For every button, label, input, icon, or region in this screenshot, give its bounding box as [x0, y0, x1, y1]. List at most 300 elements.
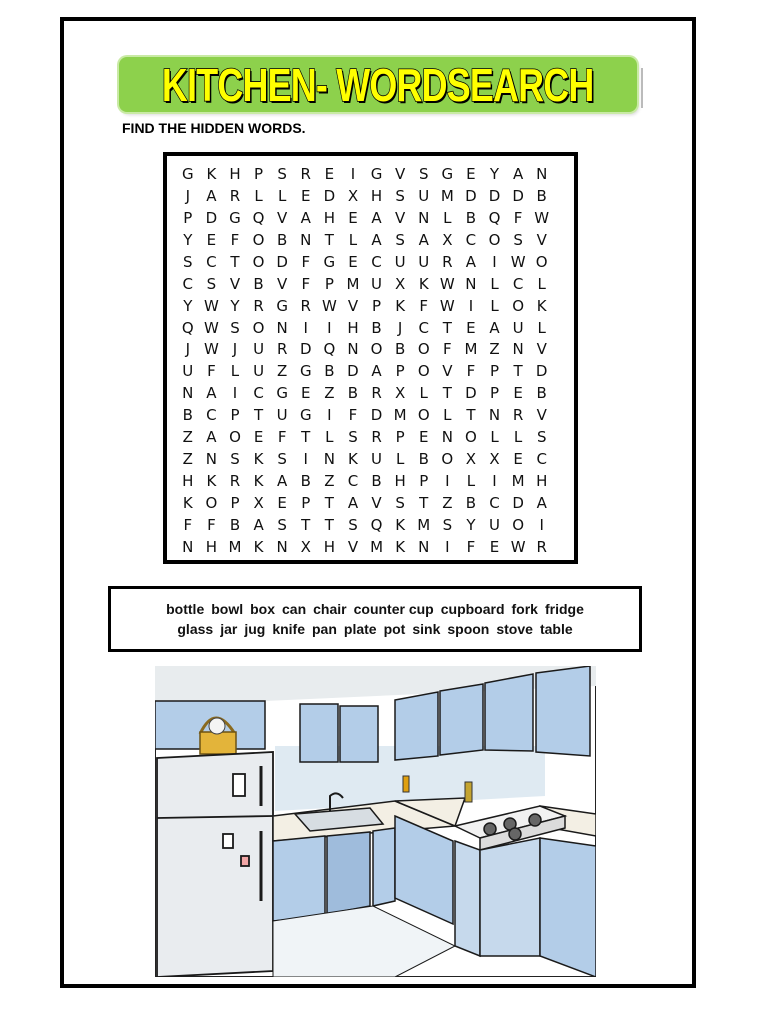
- grid-letter: I: [445, 472, 450, 491]
- grid-letter: X: [442, 230, 453, 249]
- grid-letter: X: [395, 274, 406, 293]
- grid-letter: N: [441, 428, 453, 447]
- grid-letter: A: [206, 384, 217, 403]
- grid-letter: D: [488, 186, 501, 205]
- grid-letter: F: [301, 252, 311, 271]
- grid-letter: D: [512, 494, 524, 513]
- grid-letter: S: [183, 252, 193, 271]
- grid-letter: N: [182, 384, 194, 403]
- grid-letter: F: [207, 362, 216, 381]
- grid-letter: G: [370, 164, 383, 183]
- grid-letter: L: [490, 296, 499, 315]
- grid-letter: P: [254, 164, 264, 183]
- grid-letter: B: [347, 384, 359, 403]
- grid-letter: B: [536, 186, 547, 205]
- grid-letter: I: [539, 515, 544, 534]
- grid-letter: D: [512, 186, 524, 205]
- grid-letter: T: [301, 428, 311, 447]
- grid-letter: O: [417, 340, 430, 359]
- grid-letter: C: [536, 450, 547, 469]
- grid-letter: E: [348, 208, 358, 227]
- grid-letter: O: [252, 318, 265, 337]
- grid-letter: R: [229, 186, 241, 205]
- grid-letter: J: [397, 318, 403, 337]
- grid-letter: W: [510, 252, 526, 271]
- grid-letter: S: [536, 428, 547, 447]
- grid-letter: A: [206, 186, 217, 205]
- grid-letter: E: [324, 164, 335, 183]
- page-title: KITCHEN- WORDSEARCH: [162, 58, 594, 111]
- grid-letter: W: [510, 537, 526, 556]
- grid-letter: U: [512, 318, 524, 337]
- grid-letter: F: [443, 340, 452, 359]
- grid-letter: O: [417, 406, 430, 425]
- grid-letter: D: [370, 406, 383, 425]
- grid-letter: E: [513, 384, 523, 403]
- grid-letter: S: [277, 164, 287, 183]
- grid-letter: Y: [466, 515, 476, 534]
- grid-letter: L: [490, 428, 499, 447]
- grid-letter: Z: [182, 450, 193, 469]
- grid-letter: M: [393, 406, 407, 425]
- grid-letter: G: [299, 406, 312, 425]
- word-list-item: cupboard: [440, 601, 505, 617]
- word-list-item: chair: [313, 601, 347, 617]
- grid-letter: N: [465, 274, 477, 293]
- grid-letter: T: [466, 406, 476, 425]
- grid-letter: F: [183, 515, 193, 534]
- refrigerator: [157, 752, 273, 977]
- grid-letter: O: [229, 428, 241, 447]
- grid-letter: N: [347, 340, 359, 359]
- grid-letter: H: [370, 186, 383, 205]
- grid-letter: N: [536, 164, 548, 183]
- grid-letter: B: [277, 230, 288, 249]
- grid-letter: V: [347, 296, 359, 315]
- grid-letter: V: [442, 362, 453, 381]
- grid-letter: T: [230, 252, 240, 271]
- grid-letter: M: [417, 515, 431, 534]
- grid-letter: C: [182, 274, 194, 293]
- grid-letter: M: [440, 186, 454, 205]
- grid-letter: P: [419, 472, 429, 491]
- grid-letter: W: [534, 208, 550, 227]
- grid-letter: N: [418, 208, 430, 227]
- word-list-item: jar: [220, 621, 238, 637]
- grid-letter: D: [535, 362, 548, 381]
- grid-letter: Y: [183, 296, 193, 315]
- grid-letter: X: [465, 450, 477, 469]
- grid-letter: M: [346, 274, 360, 293]
- grid-letter: C: [512, 274, 524, 293]
- word-list-item: fridge: [544, 601, 584, 617]
- grid-letter: K: [395, 515, 406, 534]
- grid-letter: Z: [324, 384, 335, 403]
- grid-letter: T: [442, 318, 452, 337]
- grid-letter: L: [277, 186, 287, 205]
- grid-letter: T: [324, 230, 334, 249]
- grid-letter: X: [300, 537, 311, 556]
- grid-letter: P: [372, 296, 382, 315]
- grid-letter: N: [300, 230, 312, 249]
- grid-letter: O: [488, 230, 501, 249]
- grid-letter: B: [253, 274, 264, 293]
- grid-letter: H: [536, 472, 548, 491]
- grid-letter: S: [277, 450, 287, 469]
- grid-letter: V: [277, 208, 288, 227]
- grid-letter: K: [348, 450, 358, 469]
- grid-letter: B: [371, 318, 382, 337]
- grid-letter: H: [347, 318, 359, 337]
- grid-letter: I: [445, 537, 450, 556]
- grid-letter: S: [206, 274, 217, 293]
- grid-letter: T: [442, 384, 452, 403]
- grid-letter: E: [348, 252, 358, 271]
- grid-letter: U: [418, 186, 430, 205]
- grid-letter: D: [465, 186, 477, 205]
- grid-letter: M: [228, 537, 242, 556]
- grid-letter: O: [465, 428, 477, 447]
- grid-letter: L: [419, 384, 428, 403]
- grid-letter: A: [465, 252, 477, 271]
- grid-letter: C: [371, 252, 382, 271]
- grid-letter: T: [324, 515, 334, 534]
- grid-letter: G: [229, 208, 241, 227]
- grid-letter: D: [205, 208, 218, 227]
- grid-letter: C: [206, 406, 217, 425]
- grid-letter: C: [489, 494, 500, 513]
- grid-letter: N: [488, 406, 501, 425]
- grid-letter: B: [394, 340, 406, 359]
- grid-letter: Y: [489, 164, 500, 183]
- grid-letter: H: [323, 537, 335, 556]
- grid-letter: O: [252, 252, 265, 271]
- grid-letter: O: [512, 515, 525, 534]
- grid-letter: J: [232, 340, 238, 359]
- grid-letter: A: [418, 230, 429, 249]
- grid-letter: N: [418, 537, 430, 556]
- word-list-item: stove: [496, 621, 533, 637]
- grid-letter: V: [229, 274, 241, 293]
- grid-letter: T: [324, 494, 334, 513]
- grid-letter: N: [323, 450, 335, 469]
- grid-letter: W: [439, 296, 455, 315]
- grid-letter: L: [466, 472, 476, 491]
- grid-letter: K: [418, 274, 429, 293]
- grid-letter: A: [371, 230, 382, 249]
- grid-letter: A: [489, 318, 500, 337]
- grid-letter: V: [536, 406, 547, 425]
- grid-letter: I: [468, 296, 474, 315]
- grid-letter: L: [443, 406, 452, 425]
- grid-letter: Z: [489, 340, 500, 359]
- grid-letter: F: [301, 274, 311, 293]
- grid-letter: P: [489, 362, 500, 381]
- grid-letter: H: [205, 537, 218, 556]
- grid-letter: S: [348, 515, 358, 534]
- grid-letter: I: [492, 252, 497, 271]
- grid-letter: J: [185, 340, 191, 359]
- grid-letter: R: [536, 537, 547, 556]
- grid-letter: L: [348, 230, 358, 249]
- grid-letter: S: [395, 230, 405, 249]
- grid-letter: G: [276, 296, 288, 315]
- grid-letter: I: [303, 450, 308, 469]
- grid-letter: E: [418, 428, 429, 447]
- grid-letter: B: [465, 494, 477, 513]
- grid-letter: P: [230, 494, 240, 513]
- grid-letter: O: [417, 362, 430, 381]
- word-list-item: pan: [312, 621, 337, 637]
- grid-letter: N: [205, 450, 217, 469]
- grid-letter: X: [395, 384, 406, 403]
- grid-letter: R: [512, 406, 524, 425]
- grid-letter: R: [371, 384, 382, 403]
- grid-letter: K: [395, 296, 406, 315]
- grid-letter: L: [490, 274, 499, 293]
- grid-letter: G: [323, 252, 336, 271]
- grid-letter: W: [439, 274, 455, 293]
- grid-letter: U: [371, 274, 383, 293]
- grid-letter: R: [253, 296, 264, 315]
- word-list-row: [166, 601, 584, 617]
- grid-letter: X: [253, 494, 264, 513]
- word-list-item: knife: [272, 621, 305, 637]
- grid-letter: L: [254, 186, 263, 205]
- grid-letter: G: [441, 164, 454, 183]
- grid-letter: A: [277, 472, 288, 491]
- grid-letter: O: [370, 340, 383, 359]
- grid-letter: S: [348, 428, 358, 447]
- grid-letter: L: [230, 362, 240, 381]
- grid-letter: V: [347, 537, 359, 556]
- word-list-item: table: [539, 621, 573, 637]
- word-list-item: can: [282, 601, 307, 617]
- grid-letter: E: [466, 318, 476, 337]
- grid-letter: E: [466, 164, 476, 183]
- word-list-item: bottle: [166, 601, 205, 617]
- grid-letter: S: [277, 515, 287, 534]
- grid-letter: E: [301, 186, 311, 205]
- grid-letter: W: [321, 296, 337, 315]
- grid-letter: H: [229, 164, 241, 183]
- grid-letter: B: [371, 472, 382, 491]
- grid-letter: F: [466, 362, 476, 381]
- grid-letter: Y: [183, 230, 193, 249]
- grid-letter: K: [253, 450, 264, 469]
- grid-letter: T: [301, 515, 311, 534]
- word-list-item: sink: [412, 621, 441, 637]
- grid-letter: H: [394, 472, 406, 491]
- grid-letter: B: [229, 515, 241, 534]
- grid-letter: R: [371, 428, 382, 447]
- grid-letter: Z: [324, 472, 335, 491]
- grid-letter: K: [206, 472, 217, 491]
- grid-letter: V: [395, 164, 406, 183]
- word-list-box: [108, 586, 642, 652]
- grid-letter: C: [206, 252, 217, 271]
- grid-letter: P: [301, 494, 311, 513]
- grid-letter: K: [395, 537, 406, 556]
- grid-letter: H: [323, 208, 335, 227]
- grid-letter: L: [395, 450, 405, 469]
- grid-letter: F: [230, 230, 240, 249]
- word-list-item: jug: [244, 621, 266, 637]
- grid-letter: N: [512, 340, 524, 359]
- grid-letter: S: [442, 515, 453, 534]
- grid-letter: O: [535, 252, 548, 271]
- grid-letter: Q: [181, 318, 194, 337]
- grid-letter: L: [443, 208, 452, 227]
- banner-edge-mark: [641, 68, 643, 108]
- grid-letter: D: [276, 252, 288, 271]
- grid-letter: F: [466, 537, 476, 556]
- grid-letter: U: [253, 340, 265, 359]
- grid-letter: K: [206, 164, 217, 183]
- grid-letter: U: [394, 252, 406, 271]
- grid-letter: U: [418, 252, 430, 271]
- grid-letter: K: [536, 296, 547, 315]
- grid-letter: O: [252, 230, 265, 249]
- grid-letter: U: [182, 362, 194, 381]
- grid-letter: R: [300, 296, 311, 315]
- grid-letter: F: [419, 296, 429, 315]
- grid-letter: B: [465, 208, 477, 227]
- grid-letter: U: [276, 406, 288, 425]
- grid-letter: G: [299, 362, 312, 381]
- grid-letter: B: [418, 450, 429, 469]
- grid-letter: M: [370, 537, 384, 556]
- grid-letter: C: [418, 318, 429, 337]
- grid-letter: L: [537, 274, 546, 293]
- grid-letter: I: [232, 384, 238, 403]
- grid-letter: U: [253, 362, 265, 381]
- grid-letter: K: [253, 537, 264, 556]
- grid-letter: Z: [277, 362, 288, 381]
- grid-letter: A: [300, 208, 311, 227]
- grid-letter: N: [276, 318, 288, 337]
- grid-letter: T: [253, 406, 264, 425]
- grid-letter: Q: [252, 208, 265, 227]
- grid-letter: D: [465, 384, 477, 403]
- grid-letter: W: [203, 340, 219, 359]
- grid-letter: L: [513, 428, 523, 447]
- word-list-item: fork: [511, 601, 538, 617]
- grid-letter: E: [253, 428, 264, 447]
- grid-letter: O: [512, 296, 525, 315]
- grid-letter: W: [203, 296, 219, 315]
- grid-letter: F: [277, 428, 287, 447]
- grid-letter: E: [277, 494, 287, 513]
- grid-letter: A: [347, 494, 359, 513]
- word-list-item: box: [250, 601, 276, 617]
- word-list-row: [177, 621, 572, 637]
- grid-letter: I: [350, 164, 356, 183]
- grid-letter: N: [182, 537, 194, 556]
- grid-letter: N: [276, 537, 288, 556]
- grid-letter: P: [230, 406, 240, 425]
- grid-letter: E: [513, 450, 523, 469]
- grid-letter: X: [347, 186, 359, 205]
- grid-letter: R: [442, 252, 453, 271]
- word-list-item: bowl: [211, 601, 244, 617]
- grid-letter: J: [185, 186, 191, 205]
- grid-letter: V: [395, 208, 406, 227]
- grid-letter: C: [347, 472, 359, 491]
- grid-letter: C: [253, 384, 264, 403]
- grid-letter: I: [327, 318, 332, 337]
- grid-letter: R: [300, 164, 311, 183]
- grid-letter: A: [371, 362, 382, 381]
- grid-letter: V: [277, 274, 288, 293]
- grid-letter: T: [513, 362, 523, 381]
- grid-letter: E: [206, 230, 217, 249]
- title-banner: [119, 57, 637, 112]
- grid-letter: I: [492, 472, 497, 491]
- grid-letter: K: [253, 472, 264, 491]
- grid-letter: L: [325, 428, 334, 447]
- grid-letter: P: [324, 274, 334, 293]
- grid-letter: A: [371, 208, 382, 227]
- grid-letter: V: [536, 340, 547, 359]
- grid-letter: D: [347, 362, 359, 381]
- grid-letter: B: [536, 384, 547, 403]
- grid-letter: A: [512, 164, 524, 183]
- grid-letter: B: [182, 406, 193, 425]
- grid-letter: Z: [442, 494, 453, 513]
- grid-letter: P: [183, 208, 193, 227]
- grid-letter: E: [301, 384, 311, 403]
- grid-letter: Q: [488, 208, 501, 227]
- grid-letter: K: [182, 494, 193, 513]
- grid-letter: F: [348, 406, 358, 425]
- grid-letter: D: [299, 340, 312, 359]
- kitchen-illustration: [155, 666, 596, 977]
- grid-letter: O: [205, 494, 218, 513]
- grid-letter: M: [511, 472, 525, 491]
- grid-letter: S: [395, 494, 405, 513]
- word-list-item: plate: [343, 621, 377, 637]
- grid-letter: M: [464, 340, 478, 359]
- grid-letter: F: [513, 208, 523, 227]
- grid-letter: L: [537, 318, 546, 337]
- grid-letter: I: [303, 318, 308, 337]
- grid-letter: G: [181, 164, 194, 183]
- grid-letter: P: [489, 384, 500, 403]
- grid-letter: Q: [323, 340, 336, 359]
- instructions: FIND THE HIDDEN WORDS.: [122, 120, 306, 136]
- grid-letter: S: [395, 186, 405, 205]
- grid-letter: Q: [370, 515, 383, 534]
- grid-letter: A: [536, 494, 547, 513]
- grid-letter: O: [441, 450, 454, 469]
- grid-letter: B: [324, 362, 335, 381]
- grid-letter: X: [489, 450, 500, 469]
- grid-letter: U: [371, 450, 383, 469]
- wordsearch-grid: [176, 163, 568, 558]
- grid-letter: Y: [230, 296, 240, 315]
- grid-letter: I: [327, 406, 332, 425]
- grid-letter: S: [230, 450, 240, 469]
- grid-letter: E: [489, 537, 500, 556]
- grid-letter: V: [536, 230, 547, 249]
- word-list-item: pot: [383, 621, 406, 637]
- grid-letter: S: [513, 230, 523, 249]
- grid-letter: Z: [182, 428, 193, 447]
- grid-letter: G: [276, 384, 288, 403]
- word-list-item: glass: [177, 621, 214, 637]
- word-list-item: spoon: [447, 621, 490, 637]
